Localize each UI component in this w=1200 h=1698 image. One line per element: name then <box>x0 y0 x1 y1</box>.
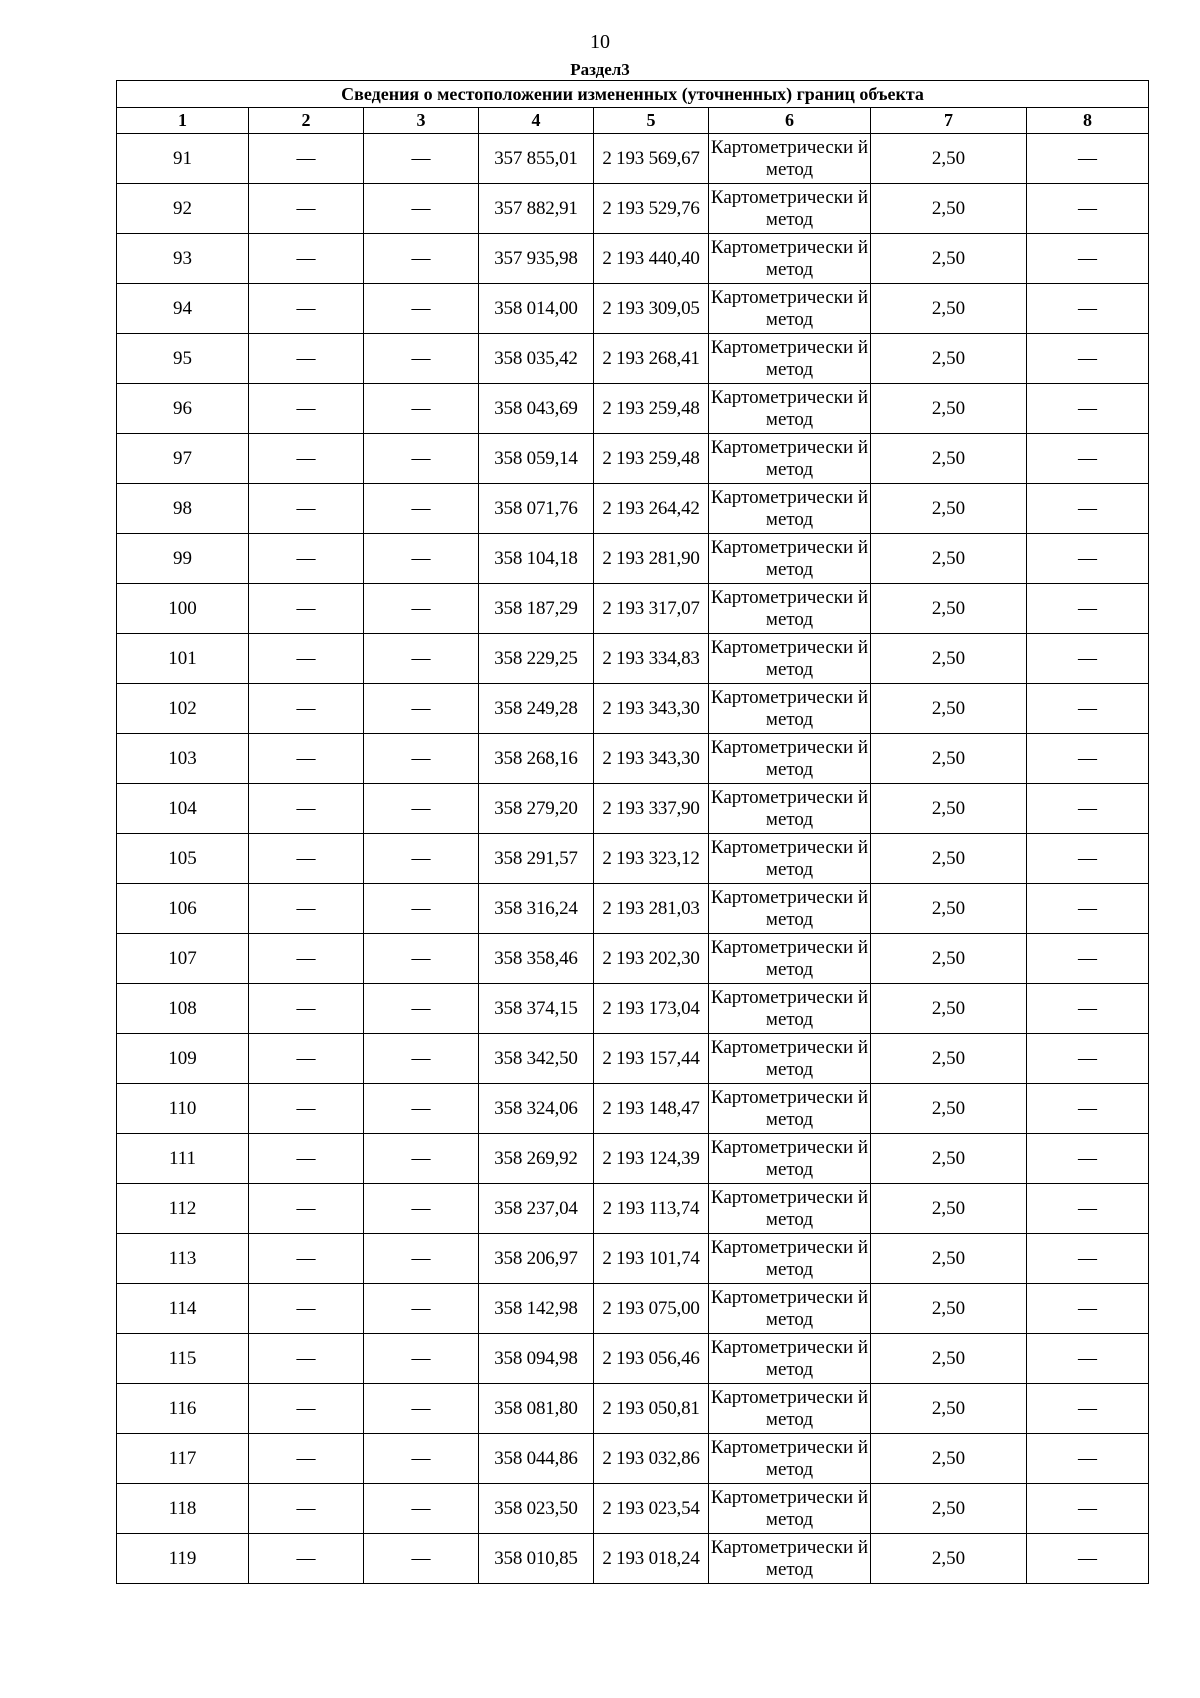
dash-cell: — <box>364 834 479 884</box>
point-number-cell: 115 <box>117 1334 249 1384</box>
table-row <box>117 184 1149 234</box>
accuracy-cell: 2,50 <box>871 234 1027 284</box>
accuracy-cell: 2,50 <box>871 984 1027 1034</box>
dash-cell: — <box>1027 734 1149 784</box>
point-number-cell: 92 <box>117 184 249 234</box>
accuracy-cell: 2,50 <box>871 484 1027 534</box>
method-cell: Картометрически й метод <box>709 1034 871 1084</box>
x-coordinate-cell: 358 081,80 <box>479 1384 594 1434</box>
dash-cell: — <box>249 1034 364 1084</box>
accuracy-cell: 2,50 <box>871 184 1027 234</box>
table-row <box>117 284 1149 334</box>
dash-cell: — <box>364 1484 479 1534</box>
dash-cell: — <box>1027 284 1149 334</box>
y-coordinate-cell: 2 193 173,04 <box>594 984 709 1034</box>
y-coordinate-cell: 2 193 317,07 <box>594 584 709 634</box>
accuracy-cell: 2,50 <box>871 784 1027 834</box>
dash-cell: — <box>364 1384 479 1434</box>
x-coordinate-cell: 358 342,50 <box>479 1034 594 1084</box>
table-row <box>117 534 1149 584</box>
y-coordinate-cell: 2 193 264,42 <box>594 484 709 534</box>
x-coordinate-cell: 358 010,85 <box>479 1534 594 1584</box>
accuracy-cell: 2,50 <box>871 934 1027 984</box>
dash-cell: — <box>249 1484 364 1534</box>
x-coordinate-cell: 358 044,86 <box>479 1434 594 1484</box>
x-coordinate-cell: 358 043,69 <box>479 384 594 434</box>
point-number-cell: 96 <box>117 384 249 434</box>
accuracy-cell: 2,50 <box>871 134 1027 184</box>
dash-cell: — <box>364 484 479 534</box>
point-number-cell: 117 <box>117 1434 249 1484</box>
y-coordinate-cell: 2 193 018,24 <box>594 1534 709 1584</box>
point-number-cell: 119 <box>117 1534 249 1584</box>
dash-cell: — <box>249 1184 364 1234</box>
dash-cell: — <box>249 1284 364 1334</box>
table-row <box>117 484 1149 534</box>
method-cell: Картометрически й метод <box>709 1384 871 1434</box>
accuracy-cell: 2,50 <box>871 1034 1027 1084</box>
x-coordinate-cell: 358 324,06 <box>479 1084 594 1134</box>
dash-cell: — <box>1027 1434 1149 1484</box>
y-coordinate-cell: 2 193 529,76 <box>594 184 709 234</box>
y-coordinate-cell: 2 193 157,44 <box>594 1034 709 1084</box>
dash-cell: — <box>1027 634 1149 684</box>
point-number-cell: 109 <box>117 1034 249 1084</box>
method-cell: Картометрически й метод <box>709 1134 871 1184</box>
dash-cell: — <box>364 734 479 784</box>
table-row <box>117 734 1149 784</box>
dash-cell: — <box>364 1534 479 1584</box>
y-coordinate-cell: 2 193 268,41 <box>594 334 709 384</box>
dash-cell: — <box>1027 434 1149 484</box>
accuracy-cell: 2,50 <box>871 884 1027 934</box>
point-number-cell: 94 <box>117 284 249 334</box>
dash-cell: — <box>249 434 364 484</box>
table-row <box>117 334 1149 384</box>
table-row <box>117 934 1149 984</box>
dash-cell: — <box>249 284 364 334</box>
y-coordinate-cell: 2 193 337,90 <box>594 784 709 834</box>
table-row <box>117 1534 1149 1584</box>
point-number-cell: 91 <box>117 134 249 184</box>
dash-cell: — <box>364 534 479 584</box>
dash-cell: — <box>249 584 364 634</box>
y-coordinate-cell: 2 193 124,39 <box>594 1134 709 1184</box>
x-coordinate-cell: 358 142,98 <box>479 1284 594 1334</box>
method-cell: Картометрически й метод <box>709 1434 871 1484</box>
dash-cell: — <box>249 334 364 384</box>
dash-cell: — <box>249 1134 364 1184</box>
accuracy-cell: 2,50 <box>871 1134 1027 1184</box>
table-row <box>117 234 1149 284</box>
method-cell: Картометрически й метод <box>709 1184 871 1234</box>
table-row <box>117 1384 1149 1434</box>
dash-cell: — <box>364 984 479 1034</box>
y-coordinate-cell: 2 193 202,30 <box>594 934 709 984</box>
x-coordinate-cell: 358 316,24 <box>479 884 594 934</box>
dash-cell: — <box>364 134 479 184</box>
dash-cell: — <box>1027 534 1149 584</box>
dash-cell: — <box>249 784 364 834</box>
method-cell: Картометрически й метод <box>709 184 871 234</box>
point-number-cell: 112 <box>117 1184 249 1234</box>
y-coordinate-cell: 2 193 050,81 <box>594 1384 709 1434</box>
dash-cell: — <box>364 334 479 384</box>
method-cell: Картометрически й метод <box>709 1234 871 1284</box>
x-coordinate-cell: 358 071,76 <box>479 484 594 534</box>
dash-cell: — <box>1027 1484 1149 1534</box>
y-coordinate-cell: 2 193 281,90 <box>594 534 709 584</box>
x-coordinate-cell: 358 035,42 <box>479 334 594 384</box>
y-coordinate-cell: 2 193 101,74 <box>594 1234 709 1284</box>
dash-cell: — <box>364 1134 479 1184</box>
column-number: 4 <box>479 108 594 134</box>
dash-cell: — <box>249 134 364 184</box>
column-number: 1 <box>117 108 249 134</box>
dash-cell: — <box>364 434 479 484</box>
dash-cell: — <box>364 1284 479 1334</box>
point-number-cell: 93 <box>117 234 249 284</box>
dash-cell: — <box>1027 1334 1149 1384</box>
x-coordinate-cell: 358 023,50 <box>479 1484 594 1534</box>
point-number-cell: 111 <box>117 1134 249 1184</box>
dash-cell: — <box>364 234 479 284</box>
x-coordinate-cell: 358 358,46 <box>479 934 594 984</box>
accuracy-cell: 2,50 <box>871 584 1027 634</box>
table-row <box>117 434 1149 484</box>
x-coordinate-cell: 358 374,15 <box>479 984 594 1034</box>
x-coordinate-cell: 357 855,01 <box>479 134 594 184</box>
x-coordinate-cell: 358 014,00 <box>479 284 594 334</box>
dash-cell: — <box>1027 984 1149 1034</box>
table-row <box>117 1284 1149 1334</box>
accuracy-cell: 2,50 <box>871 1384 1027 1434</box>
point-number-cell: 118 <box>117 1484 249 1534</box>
point-number-cell: 103 <box>117 734 249 784</box>
dash-cell: — <box>1027 884 1149 934</box>
table-row <box>117 584 1149 634</box>
point-number-cell: 98 <box>117 484 249 534</box>
x-coordinate-cell: 358 206,97 <box>479 1234 594 1284</box>
accuracy-cell: 2,50 <box>871 1184 1027 1234</box>
method-cell: Картометрически й метод <box>709 1334 871 1384</box>
accuracy-cell: 2,50 <box>871 1284 1027 1334</box>
dash-cell: — <box>249 984 364 1034</box>
dash-cell: — <box>364 784 479 834</box>
accuracy-cell: 2,50 <box>871 634 1027 684</box>
table-row <box>117 1334 1149 1384</box>
dash-cell: — <box>1027 1084 1149 1134</box>
method-cell: Картометрически й метод <box>709 684 871 734</box>
method-cell: Картометрически й метод <box>709 134 871 184</box>
dash-cell: — <box>364 1434 479 1484</box>
accuracy-cell: 2,50 <box>871 1534 1027 1584</box>
dash-cell: — <box>249 1234 364 1284</box>
table-row <box>117 1484 1149 1534</box>
x-coordinate-cell: 358 237,04 <box>479 1184 594 1234</box>
x-coordinate-cell: 358 229,25 <box>479 634 594 684</box>
point-number-cell: 97 <box>117 434 249 484</box>
y-coordinate-cell: 2 193 323,12 <box>594 834 709 884</box>
point-number-cell: 105 <box>117 834 249 884</box>
dash-cell: — <box>1027 184 1149 234</box>
dash-cell: — <box>1027 934 1149 984</box>
accuracy-cell: 2,50 <box>871 684 1027 734</box>
accuracy-cell: 2,50 <box>871 734 1027 784</box>
dash-cell: — <box>1027 134 1149 184</box>
table-row <box>117 1034 1149 1084</box>
dash-cell: — <box>364 684 479 734</box>
x-coordinate-cell: 357 882,91 <box>479 184 594 234</box>
dash-cell: — <box>1027 684 1149 734</box>
dash-cell: — <box>1027 1134 1149 1184</box>
dash-cell: — <box>249 1334 364 1384</box>
method-cell: Картометрически й метод <box>709 784 871 834</box>
dash-cell: — <box>364 1084 479 1134</box>
point-number-cell: 110 <box>117 1084 249 1134</box>
x-coordinate-cell: 358 094,98 <box>479 1334 594 1384</box>
method-cell: Картометрически й метод <box>709 584 871 634</box>
dash-cell: — <box>1027 834 1149 884</box>
table-row <box>117 984 1149 1034</box>
y-coordinate-cell: 2 193 148,47 <box>594 1084 709 1134</box>
method-cell: Картометрически й метод <box>709 634 871 684</box>
dash-cell: — <box>1027 1384 1149 1434</box>
dash-cell: — <box>249 734 364 784</box>
method-cell: Картометрически й метод <box>709 284 871 334</box>
y-coordinate-cell: 2 193 569,67 <box>594 134 709 184</box>
table-row <box>117 784 1149 834</box>
dash-cell: — <box>364 634 479 684</box>
x-coordinate-cell: 358 187,29 <box>479 584 594 634</box>
x-coordinate-cell: 357 935,98 <box>479 234 594 284</box>
method-cell: Картометрически й метод <box>709 834 871 884</box>
accuracy-cell: 2,50 <box>871 384 1027 434</box>
dash-cell: — <box>249 1434 364 1484</box>
accuracy-cell: 2,50 <box>871 1484 1027 1534</box>
table-caption: Сведения о местоположении измененных (уточненных) границ объекта <box>117 81 1149 108</box>
dash-cell: — <box>1027 1284 1149 1334</box>
dash-cell: — <box>249 534 364 584</box>
accuracy-cell: 2,50 <box>871 534 1027 584</box>
point-number-cell: 106 <box>117 884 249 934</box>
dash-cell: — <box>249 684 364 734</box>
dash-cell: — <box>249 1384 364 1434</box>
point-number-cell: 114 <box>117 1284 249 1334</box>
dash-cell: — <box>364 384 479 434</box>
dash-cell: — <box>364 1184 479 1234</box>
table-row <box>117 134 1149 184</box>
section-title: Раздел3 <box>570 60 630 79</box>
method-cell: Картометрически й метод <box>709 884 871 934</box>
dash-cell: — <box>364 184 479 234</box>
point-number-cell: 95 <box>117 334 249 384</box>
y-coordinate-cell: 2 193 259,48 <box>594 384 709 434</box>
accuracy-cell: 2,50 <box>871 1234 1027 1284</box>
accuracy-cell: 2,50 <box>871 1434 1027 1484</box>
dash-cell: — <box>1027 484 1149 534</box>
table-row <box>117 384 1149 434</box>
method-cell: Картометрически й метод <box>709 1084 871 1134</box>
dash-cell: — <box>249 184 364 234</box>
table-row <box>117 1234 1149 1284</box>
method-cell: Картометрически й метод <box>709 234 871 284</box>
dash-cell: — <box>249 1534 364 1584</box>
dash-cell: — <box>364 934 479 984</box>
table-row <box>117 684 1149 734</box>
table-row <box>117 1434 1149 1484</box>
dash-cell: — <box>1027 1534 1149 1584</box>
dash-cell: — <box>364 1034 479 1084</box>
dash-cell: — <box>249 234 364 284</box>
table-row <box>117 1184 1149 1234</box>
method-cell: Картометрически й метод <box>709 384 871 434</box>
y-coordinate-cell: 2 193 309,05 <box>594 284 709 334</box>
point-number-cell: 113 <box>117 1234 249 1284</box>
table-body <box>117 134 1149 1584</box>
dash-cell: — <box>1027 1234 1149 1284</box>
dash-cell: — <box>249 934 364 984</box>
point-number-cell: 99 <box>117 534 249 584</box>
table-caption-row <box>117 81 1149 108</box>
x-coordinate-cell: 358 268,16 <box>479 734 594 784</box>
x-coordinate-cell: 358 104,18 <box>479 534 594 584</box>
method-cell: Картометрически й метод <box>709 734 871 784</box>
method-cell: Картометрически й метод <box>709 984 871 1034</box>
dash-cell: — <box>1027 784 1149 834</box>
accuracy-cell: 2,50 <box>871 284 1027 334</box>
method-cell: Картометрически й метод <box>709 484 871 534</box>
point-number-cell: 108 <box>117 984 249 1034</box>
y-coordinate-cell: 2 193 334,83 <box>594 634 709 684</box>
y-coordinate-cell: 2 193 440,40 <box>594 234 709 284</box>
x-coordinate-cell: 358 279,20 <box>479 784 594 834</box>
table-row <box>117 834 1149 884</box>
dash-cell: — <box>1027 1034 1149 1084</box>
x-coordinate-cell: 358 059,14 <box>479 434 594 484</box>
method-cell: Картометрически й метод <box>709 534 871 584</box>
y-coordinate-cell: 2 193 023,54 <box>594 1484 709 1534</box>
y-coordinate-cell: 2 193 032,86 <box>594 1434 709 1484</box>
dash-cell: — <box>1027 584 1149 634</box>
y-coordinate-cell: 2 193 056,46 <box>594 1334 709 1384</box>
dash-cell: — <box>1027 334 1149 384</box>
point-number-cell: 102 <box>117 684 249 734</box>
column-number: 2 <box>249 108 364 134</box>
dash-cell: — <box>1027 1184 1149 1234</box>
method-cell: Картометрически й метод <box>709 1284 871 1334</box>
table-row <box>117 884 1149 934</box>
x-coordinate-cell: 358 269,92 <box>479 1134 594 1184</box>
dash-cell: — <box>1027 234 1149 284</box>
dash-cell: — <box>364 1234 479 1284</box>
dash-cell: — <box>249 384 364 434</box>
column-number: 7 <box>871 108 1027 134</box>
column-number-row <box>117 108 1149 134</box>
x-coordinate-cell: 358 249,28 <box>479 684 594 734</box>
x-coordinate-cell: 358 291,57 <box>479 834 594 884</box>
y-coordinate-cell: 2 193 343,30 <box>594 684 709 734</box>
dash-cell: — <box>249 1084 364 1134</box>
point-number-cell: 116 <box>117 1384 249 1434</box>
table-row <box>117 634 1149 684</box>
y-coordinate-cell: 2 193 259,48 <box>594 434 709 484</box>
accuracy-cell: 2,50 <box>871 1334 1027 1384</box>
point-number-cell: 100 <box>117 584 249 634</box>
accuracy-cell: 2,50 <box>871 434 1027 484</box>
dash-cell: — <box>1027 384 1149 434</box>
method-cell: Картометрически й метод <box>709 434 871 484</box>
table-row <box>117 1134 1149 1184</box>
column-number: 6 <box>709 108 871 134</box>
dash-cell: — <box>364 284 479 334</box>
accuracy-cell: 2,50 <box>871 1084 1027 1134</box>
method-cell: Картометрически й метод <box>709 1534 871 1584</box>
dash-cell: — <box>364 1334 479 1384</box>
dash-cell: — <box>364 884 479 934</box>
boundary-coordinates-table <box>116 80 1149 1584</box>
column-number: 8 <box>1027 108 1149 134</box>
accuracy-cell: 2,50 <box>871 334 1027 384</box>
accuracy-cell: 2,50 <box>871 834 1027 884</box>
y-coordinate-cell: 2 193 343,30 <box>594 734 709 784</box>
table-row <box>117 1084 1149 1134</box>
dash-cell: — <box>249 884 364 934</box>
y-coordinate-cell: 2 193 113,74 <box>594 1184 709 1234</box>
column-number: 3 <box>364 108 479 134</box>
method-cell: Картометрически й метод <box>709 934 871 984</box>
dash-cell: — <box>249 634 364 684</box>
method-cell: Картометрически й метод <box>709 1484 871 1534</box>
point-number-cell: 101 <box>117 634 249 684</box>
y-coordinate-cell: 2 193 281,03 <box>594 884 709 934</box>
y-coordinate-cell: 2 193 075,00 <box>594 1284 709 1334</box>
point-number-cell: 107 <box>117 934 249 984</box>
dash-cell: — <box>249 484 364 534</box>
page-number: 10 <box>590 31 610 53</box>
method-cell: Картометрически й метод <box>709 334 871 384</box>
dash-cell: — <box>249 834 364 884</box>
column-number: 5 <box>594 108 709 134</box>
point-number-cell: 104 <box>117 784 249 834</box>
dash-cell: — <box>364 584 479 634</box>
